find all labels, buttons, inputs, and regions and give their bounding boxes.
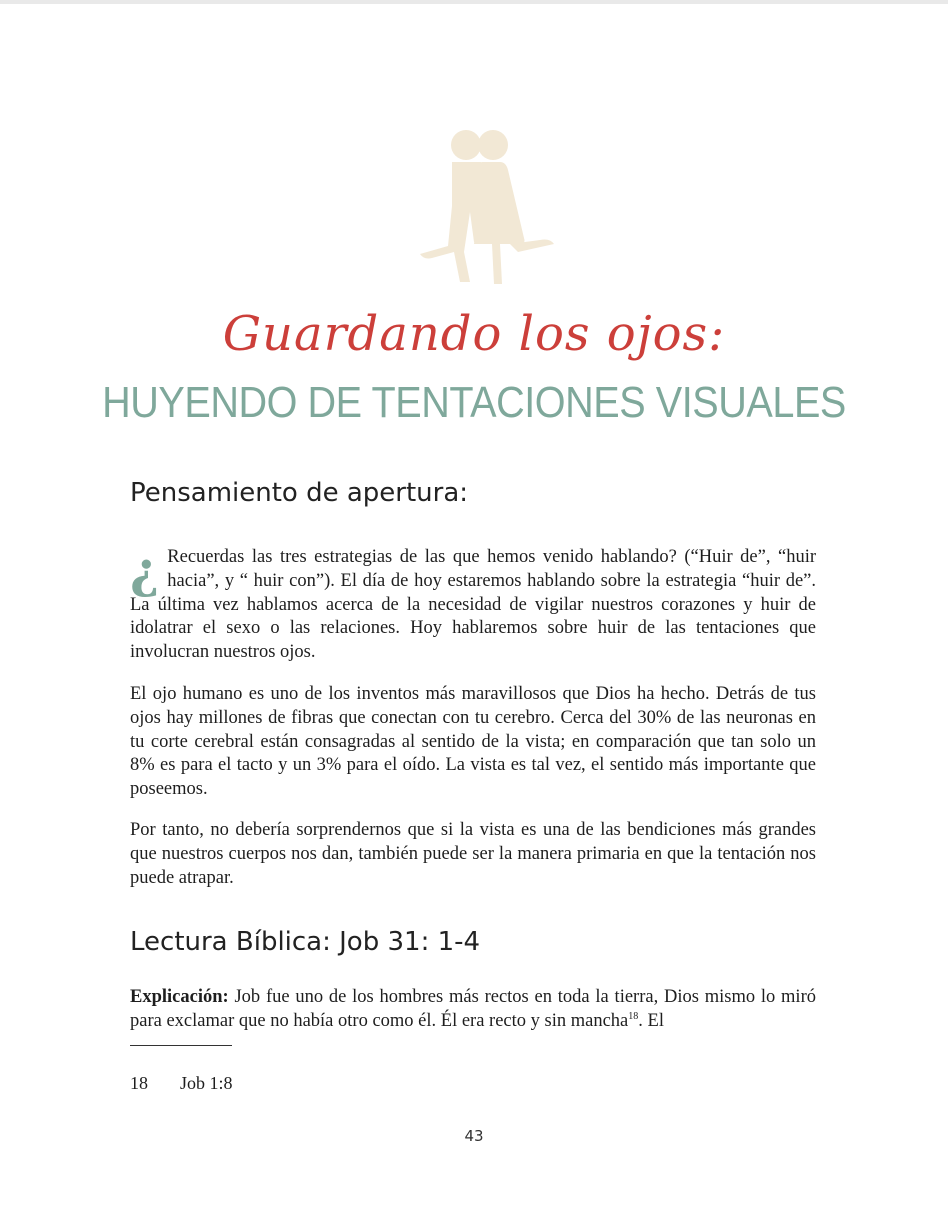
paragraph-opening-2: El ojo humano es uno de los inventos más maravillosos que Dios ha hecho. Detrás de tus ojos hay millones de fibras que conectan con tu cerebro. Cerca del 30% de las neuronas en tu corte cerebral están consagradas al sentido de la vista; en comparación que tan solo un 8% es para el tacto y un 3% para el oído. La vista es tal vez, el sentido más importante que poseemos. [130,684,816,800]
footnote [130,1073,233,1094]
footnote-reference[interactable]: 18 [628,1010,639,1022]
page-title: HUYENDO DE TENTACIONES VISUALES [102,378,846,427]
paragraph-text: Recuerdas las tres estrategias de las que hemos venido hablando? (“Huir de”, “huir hacia”, y “ huir con”). El día de hoy estaremos hablando sobre la estrategia “huir de”. La última vez hablamos acerca de la necesidad de vigilar nuestros corazones y huir de idolatrar el sexo o las relaciones. Hoy hablaremos sobre huir de las tentaciones que involucran nuestros ojos. [130,547,816,663]
page-number: 43 [464,1127,484,1145]
explanation-label: Explicación: [130,987,229,1007]
footnote-text: Job 1:8 [180,1073,233,1093]
footnote-number: 18 [130,1073,148,1093]
explanation-text-continued: . El [638,1010,664,1031]
section-heading-reading: Lectura Bíblica: Job 31: 1-4 [130,927,481,957]
explanation-text: Job fue uno de los hombres más rectos en toda la tierra, Dios mismo lo miró para exclamar que no había otro como él. Él era recto y sin mancha [130,987,816,1031]
paragraph-opening-1 [130,540,816,665]
script-title: Guardando los ojos: [222,306,726,362]
top-edge [0,0,948,4]
paragraph-explanation [130,986,816,1034]
section-heading-opening: Pensamiento de apertura: [130,478,469,508]
drop-cap: ¿ [130,540,160,599]
kissing-couple-icon [396,126,558,288]
footnote-divider [130,1045,232,1046]
paragraph-opening-3: Por tanto, no debería sorprendernos que si la vista es una de las bendiciones más grandes que nuestros cuerpos nos dan, también puede ser la manera primaria en que la tentación nos puede atrapar. [130,820,816,888]
